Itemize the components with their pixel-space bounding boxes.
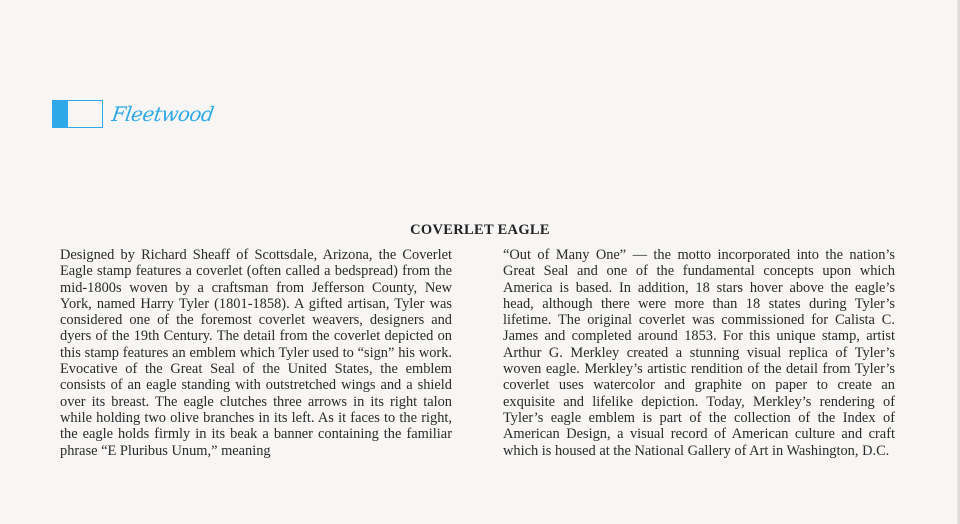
logo-solid-block — [52, 100, 68, 128]
article-title: COVERLET EAGLE — [410, 222, 550, 238]
article-column-right: “Out of Many One” — the motto incorporated into the nation’s Great Seal and one of the fundamental concepts upon which America is based. In addition, 18 stars hover above the eagle’s head, although there were more than 18 states during Tyler’s lifetime. The original coverlet was commissioned for Calista C. James and completed around 1853. For this unique stamp, artist Arthur G. Merkley created a stunning visual replica of Tyler’s woven eagle. Merkley’s artistic rendition of the detail from Tyler’s coverlet uses watercolor and graphite on paper to create an exquisite and lifelike depiction. Today, Merkley’s rendering of Tyler’s eagle emblem is part of the collection of the Index of American Design, a visual record of American culture and craft which is housed at the National Gallery of Art in Washington, D.C. — [503, 247, 895, 459]
fleetwood-logo — [52, 100, 214, 128]
fleetwood-logo-mark-icon — [52, 100, 102, 128]
logo-outline-block — [68, 100, 103, 128]
logo-wordmark: Fleetwood — [110, 102, 216, 126]
article-column-left: Designed by Richard Sheaff of Scottsdale, Arizona, the Coverlet Eagle stamp features a coverlet (often called a bedspread) from the mid-1800s woven by a craftsman from Jefferson County, New York, named Harry Tyler (1801-1858). A gifted artisan, Tyler was considered one of the foremost coverlet weavers, designers and dyers of the 19th Century. The detail from the coverlet depicted on this stamp features an emblem which Tyler used to “sign” his work. Evocative of the Great Seal of the United States, the emblem consists of an eagle standing with outstretched wings and a shield over its breast. The eagle clutches three arrows in its right talon while holding two olive branches in its left. As it faces to the right, the eagle holds firmly in its beak a banner containing the familiar phrase “E Pluribus Unum,” meaning — [60, 247, 452, 459]
